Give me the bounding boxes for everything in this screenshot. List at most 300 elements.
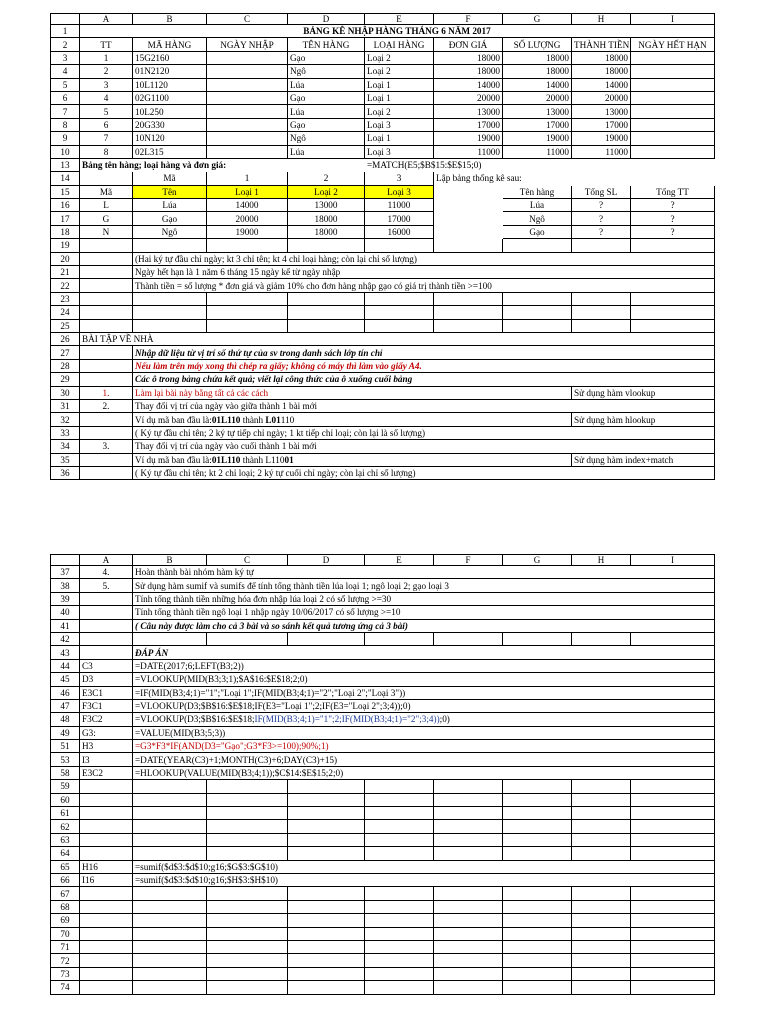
empty-cell[interactable] (288, 940, 365, 953)
empty-cell[interactable] (503, 887, 572, 900)
row-header[interactable]: 32 (51, 413, 80, 426)
empty-cell[interactable] (434, 185, 503, 198)
empty-cell[interactable] (80, 967, 133, 980)
empty-cell[interactable] (133, 820, 207, 833)
method-note[interactable]: Sử dụng hàm hlookup (572, 413, 715, 426)
empty-cell[interactable] (572, 981, 631, 994)
empty-cell[interactable] (365, 306, 434, 319)
row-header[interactable]: 23 (51, 292, 80, 305)
ten-hang-cell[interactable]: Gạo (288, 118, 365, 131)
exercise-text[interactable]: Sử dụng hàm sumif và sumifs để tính tổng thành tiền lúa loại 1; ngô loại 2; gạo loại 3 (133, 579, 715, 592)
column-title[interactable]: NGÀY NHẬP (207, 38, 288, 51)
row-header[interactable]: 65 (51, 860, 80, 873)
so-luong-cell[interactable]: 11000 (503, 145, 572, 158)
empty-cell[interactable] (80, 279, 133, 292)
row-header[interactable]: 42 (51, 632, 80, 645)
row-header[interactable]: 21 (51, 266, 80, 279)
tt-cell[interactable]: 4 (80, 91, 133, 104)
empty-cell[interactable] (80, 847, 133, 860)
empty-cell[interactable] (288, 900, 365, 913)
empty-cell[interactable] (503, 793, 572, 806)
tt-cell[interactable]: 8 (80, 145, 133, 158)
match-formula[interactable]: =MATCH(E5;$B$15:$E$15;0) (367, 160, 482, 171)
formula-text[interactable]: =G3*F3*IF(AND(D3="Gạo";G3*F3>=100);90%;1) (133, 740, 715, 753)
don-gia-cell[interactable]: 18000 (434, 51, 503, 64)
empty-cell[interactable] (288, 914, 365, 927)
empty-cell[interactable] (503, 239, 572, 252)
empty-cell[interactable] (434, 306, 503, 319)
empty-cell[interactable] (80, 940, 133, 953)
empty-cell[interactable] (207, 981, 288, 994)
cell-reference[interactable]: I3 (80, 753, 133, 766)
tt-cell[interactable]: 1 (80, 51, 133, 64)
cell-reference[interactable]: C3 (80, 659, 133, 672)
formula-text[interactable]: =VALUE(MID(B3;5;3)) (133, 726, 715, 739)
empty-cell[interactable] (631, 319, 715, 332)
lookup-cell[interactable]: Loại 2 (288, 185, 365, 198)
stats-cell[interactable]: Gạo (503, 225, 572, 238)
empty-cell[interactable] (207, 780, 288, 793)
empty-cell[interactable] (80, 252, 133, 265)
cell-reference[interactable]: I16 (80, 873, 133, 886)
thanh-tien-cell[interactable]: 20000 (572, 91, 631, 104)
lookup-header[interactable]: 3 (365, 172, 434, 185)
empty-cell[interactable] (572, 319, 631, 332)
item-number[interactable]: 5. (80, 579, 133, 592)
row-header[interactable]: 37 (51, 566, 80, 579)
empty-cell[interactable] (80, 927, 133, 940)
empty-cell[interactable] (288, 780, 365, 793)
exercise-text[interactable]: ĐÁP ÁN (133, 646, 715, 659)
exercise-text[interactable]: Hoàn thành bài nhóm hàm ký tự (133, 566, 715, 579)
empty-cell[interactable] (365, 887, 434, 900)
ngay-nhap-cell[interactable] (207, 132, 288, 145)
empty-cell[interactable] (133, 632, 207, 645)
empty-cell[interactable] (434, 900, 503, 913)
empty-cell[interactable] (365, 820, 434, 833)
empty-cell[interactable] (365, 927, 434, 940)
column-header-h[interactable]: H (572, 14, 631, 25)
item-number[interactable]: 2. (80, 399, 133, 412)
row-header[interactable]: 73 (51, 967, 80, 980)
thanh-tien-cell[interactable]: 18000 (572, 65, 631, 78)
column-title[interactable]: TÊN HÀNG (288, 38, 365, 51)
column-header-e[interactable]: E (365, 14, 434, 25)
stats-header[interactable]: Tổng SL (572, 185, 631, 198)
empty-cell[interactable] (631, 900, 715, 913)
empty-cell[interactable] (631, 632, 715, 645)
empty-cell[interactable] (207, 306, 288, 319)
exercise-text[interactable]: Làm lại bài này bằng tất cả các cách (133, 386, 572, 399)
loai-hang-cell[interactable]: Loại 3 (365, 145, 434, 158)
row-header[interactable]: 40 (51, 606, 80, 619)
empty-cell[interactable] (288, 793, 365, 806)
empty-cell[interactable] (572, 847, 631, 860)
note-text[interactable]: ( Ký tự đầu chỉ tên; 2 ký tự tiếp chỉ ngày; 1 kt tiếp chỉ loại; còn lại là số lượng) (133, 426, 715, 439)
column-header-c[interactable]: C (207, 555, 288, 566)
row-header[interactable]: 4 (51, 65, 80, 78)
empty-cell[interactable] (572, 900, 631, 913)
empty-cell[interactable] (207, 319, 288, 332)
column-header-d[interactable]: D (288, 555, 365, 566)
tt-cell[interactable]: 6 (80, 118, 133, 131)
empty-cell[interactable] (288, 927, 365, 940)
empty-cell[interactable] (288, 632, 365, 645)
column-header-i[interactable]: I (631, 14, 715, 25)
empty-cell[interactable] (631, 927, 715, 940)
empty-cell[interactable] (572, 158, 631, 171)
empty-cell[interactable] (207, 887, 288, 900)
empty-cell[interactable] (133, 306, 207, 319)
empty-cell[interactable] (631, 820, 715, 833)
formula-text[interactable]: =sumif($d$3:$d$10;g16;$H$3:$H$10) (133, 873, 715, 886)
stats-cell[interactable]: Ngô (503, 212, 572, 225)
empty-cell[interactable] (631, 158, 715, 171)
empty-cell[interactable] (572, 954, 631, 967)
formula-text[interactable]: =IF(MID(B3;4;1)="1";"Loại 1";IF(MID(B3;4;1)="2";"Loại 2";"Loại 3")) (133, 686, 715, 699)
lookup-cell[interactable]: Loại 1 (207, 185, 288, 198)
empty-cell[interactable] (80, 592, 133, 605)
row-header[interactable]: 35 (51, 453, 80, 466)
empty-cell[interactable] (133, 793, 207, 806)
don-gia-cell[interactable]: 18000 (434, 65, 503, 78)
empty-cell[interactable] (572, 292, 631, 305)
empty-cell[interactable] (207, 632, 288, 645)
empty-cell[interactable] (288, 807, 365, 820)
row-header[interactable]: 22 (51, 279, 80, 292)
empty-cell[interactable] (631, 780, 715, 793)
empty-cell[interactable] (631, 887, 715, 900)
item-number[interactable]: 3. (80, 440, 133, 453)
row-header[interactable]: 49 (51, 726, 80, 739)
ngay-het-han-cell[interactable] (631, 118, 715, 131)
empty-cell[interactable] (80, 426, 133, 439)
lookup-header[interactable]: 2 (288, 172, 365, 185)
empty-cell[interactable] (80, 646, 133, 659)
column-header-c[interactable]: C (207, 14, 288, 25)
row-header[interactable]: 26 (51, 332, 80, 345)
note-text[interactable]: ( Ký tự đầu chỉ tên; kt 2 chỉ loại; 2 ký tự cuối chỉ ngày; còn lại chỉ số lượng) (133, 466, 715, 479)
empty-cell[interactable] (503, 914, 572, 927)
column-title[interactable]: LOẠI HÀNG (365, 38, 434, 51)
tt-cell[interactable]: 2 (80, 65, 133, 78)
empty-cell[interactable] (133, 292, 207, 305)
row-header[interactable]: 10 (51, 145, 80, 158)
don-gia-cell[interactable]: 20000 (434, 91, 503, 104)
empty-cell[interactable] (572, 914, 631, 927)
ngay-nhap-cell[interactable] (207, 65, 288, 78)
lookup-cell[interactable]: 16000 (365, 225, 434, 238)
empty-cell[interactable] (572, 632, 631, 645)
empty-cell[interactable] (80, 632, 133, 645)
stats-title[interactable]: Lập bảng thống kê sau: (436, 173, 522, 184)
don-gia-cell[interactable]: 11000 (434, 145, 503, 158)
ngay-nhap-cell[interactable] (207, 105, 288, 118)
so-luong-cell[interactable]: 18000 (503, 65, 572, 78)
empty-cell[interactable] (80, 346, 133, 359)
empty-cell[interactable] (80, 833, 133, 846)
empty-cell[interactable] (572, 820, 631, 833)
column-header-d[interactable]: D (288, 14, 365, 25)
empty-cell[interactable] (80, 900, 133, 913)
empty-cell[interactable] (207, 940, 288, 953)
loai-hang-cell[interactable]: Loại 3 (365, 118, 434, 131)
column-header-b[interactable]: B (133, 14, 207, 25)
lookup-cell[interactable]: Lúa (133, 199, 207, 212)
empty-cell[interactable] (503, 780, 572, 793)
corner-cell[interactable] (51, 555, 80, 566)
thanh-tien-cell[interactable]: 17000 (572, 118, 631, 131)
cell-reference[interactable]: H3 (80, 740, 133, 753)
empty-cell[interactable] (133, 927, 207, 940)
empty-cell[interactable] (572, 306, 631, 319)
lookup-cell[interactable]: Loại 3 (365, 185, 434, 198)
empty-cell[interactable] (365, 319, 434, 332)
ngay-het-han-cell[interactable] (631, 91, 715, 104)
column-header-g[interactable]: G (503, 555, 572, 566)
cell-reference[interactable]: F3C2 (80, 713, 133, 726)
row-header[interactable]: 41 (51, 619, 80, 632)
note-text[interactable]: Thành tiền = số lượng * đơn giá và giảm 10% cho đơn hàng nhập gạo có giá trị thành tiền >=100 (133, 279, 715, 292)
formula-text[interactable]: =HLOOKUP(VALUE(MID(B3;4;1));$C$14:$E$15;2;0) (133, 766, 715, 779)
row-header[interactable]: 53 (51, 753, 80, 766)
empty-cell[interactable] (365, 847, 434, 860)
column-header-i[interactable]: I (631, 555, 715, 566)
empty-cell[interactable] (434, 199, 503, 212)
row-header[interactable]: 13 (51, 158, 80, 171)
row-header[interactable]: 6 (51, 91, 80, 104)
method-note[interactable]: Sử dụng hàm index+match (572, 453, 715, 466)
empty-cell[interactable] (365, 914, 434, 927)
row-header[interactable]: 43 (51, 646, 80, 659)
row-header[interactable]: 70 (51, 927, 80, 940)
empty-cell[interactable] (80, 606, 133, 619)
method-note[interactable]: Sử dụng hàm vlookup (572, 386, 715, 399)
row-header[interactable]: 61 (51, 807, 80, 820)
row-header[interactable]: 31 (51, 399, 80, 412)
so-luong-cell[interactable]: 20000 (503, 91, 572, 104)
cell-reference[interactable]: E3C2 (80, 766, 133, 779)
column-title[interactable]: TT (80, 38, 133, 51)
formula-text[interactable]: =VLOOKUP(MID(B3;3;1);$A$16:$E$18;2;0) (133, 673, 715, 686)
ngay-het-han-cell[interactable] (631, 105, 715, 118)
empty-cell[interactable] (133, 954, 207, 967)
row-header[interactable]: 30 (51, 386, 80, 399)
row-header[interactable]: 60 (51, 793, 80, 806)
empty-cell[interactable] (434, 927, 503, 940)
empty-cell[interactable] (434, 954, 503, 967)
ngay-nhap-cell[interactable] (207, 51, 288, 64)
empty-cell[interactable] (503, 292, 572, 305)
column-header-f[interactable]: F (434, 14, 503, 25)
row-header[interactable]: 14 (51, 172, 80, 185)
note-text[interactable]: Ngày hết hạn là 1 năm 6 tháng 15 ngày kể từ ngày nhập (133, 266, 715, 279)
lookup-cell[interactable]: 18000 (288, 212, 365, 225)
don-gia-cell[interactable]: 14000 (434, 78, 503, 91)
column-header-a[interactable]: A (80, 14, 133, 25)
empty-cell[interactable] (434, 820, 503, 833)
column-header-g[interactable]: G (503, 14, 572, 25)
empty-cell[interactable] (503, 306, 572, 319)
empty-cell[interactable] (288, 319, 365, 332)
ngay-nhap-cell[interactable] (207, 78, 288, 91)
formula-text[interactable]: =VLOOKUP(D3;$B$16:$E$18;IF(E3="Loại 1";2;IF(E3="Loại 2";3;4));0) (133, 699, 715, 712)
row-header[interactable]: 18 (51, 225, 80, 238)
tt-cell[interactable]: 5 (80, 105, 133, 118)
empty-cell[interactable] (133, 967, 207, 980)
lookup-cell[interactable]: Gạo (133, 212, 207, 225)
row-header[interactable]: 15 (51, 185, 80, 198)
empty-cell[interactable] (434, 981, 503, 994)
empty-cell[interactable] (80, 619, 133, 632)
empty-cell[interactable] (80, 807, 133, 820)
empty-cell[interactable] (503, 900, 572, 913)
row-header[interactable]: 64 (51, 847, 80, 860)
empty-cell[interactable] (631, 807, 715, 820)
column-title[interactable]: SỐ LƯỢNG (503, 38, 572, 51)
row-header[interactable]: 46 (51, 686, 80, 699)
empty-cell[interactable] (288, 239, 365, 252)
row-header[interactable]: 17 (51, 212, 80, 225)
lookup-cell[interactable]: L (80, 199, 133, 212)
ngay-het-han-cell[interactable] (631, 132, 715, 145)
empty-cell[interactable] (80, 239, 133, 252)
ma-hang-cell[interactable]: 02L315 (133, 145, 207, 158)
ngay-nhap-cell[interactable] (207, 145, 288, 158)
empty-cell[interactable] (434, 212, 503, 225)
formula-text[interactable]: =DATE(2017;6;LEFT(B3;2)) (133, 659, 715, 672)
thanh-tien-cell[interactable]: 14000 (572, 78, 631, 91)
column-header-a[interactable]: A (80, 555, 133, 566)
lookup-cell[interactable]: 18000 (288, 225, 365, 238)
empty-cell[interactable] (572, 887, 631, 900)
stats-header[interactable]: Tên hàng (503, 185, 572, 198)
empty-cell[interactable] (133, 887, 207, 900)
empty-cell[interactable] (572, 967, 631, 980)
row-header[interactable]: 28 (51, 359, 80, 372)
stats-cell[interactable]: ? (572, 225, 631, 238)
stats-header[interactable]: Tổng TT (631, 185, 715, 198)
so-luong-cell[interactable]: 19000 (503, 132, 572, 145)
row-header[interactable]: 48 (51, 713, 80, 726)
column-title[interactable]: NGÀY HẾT HẠN (631, 38, 715, 51)
ngay-nhap-cell[interactable] (207, 91, 288, 104)
empty-cell[interactable] (80, 266, 133, 279)
empty-cell[interactable] (572, 793, 631, 806)
row-header[interactable]: 71 (51, 940, 80, 953)
empty-cell[interactable] (434, 967, 503, 980)
so-luong-cell[interactable]: 14000 (503, 78, 572, 91)
example-text[interactable]: Ví dụ mã ban đầu là:01L110 thành L11001 (133, 453, 572, 466)
formula-text[interactable]: =VLOOKUP(D3;$B$16:$E$18;IF(MID(B3;4;1)="1";2;IF(MID(B3;4;1)="2";3;4));0) (133, 713, 715, 726)
empty-cell[interactable] (631, 306, 715, 319)
row-header[interactable]: 34 (51, 440, 80, 453)
corner-cell[interactable] (51, 14, 80, 25)
empty-cell[interactable] (207, 793, 288, 806)
empty-cell[interactable] (288, 954, 365, 967)
loai-hang-cell[interactable]: Loại 2 (365, 65, 434, 78)
empty-cell[interactable] (503, 833, 572, 846)
empty-cell[interactable] (80, 887, 133, 900)
row-header[interactable]: 51 (51, 740, 80, 753)
empty-cell[interactable] (133, 981, 207, 994)
row-header[interactable]: 69 (51, 914, 80, 927)
empty-cell[interactable] (434, 319, 503, 332)
empty-cell[interactable] (80, 373, 133, 386)
empty-cell[interactable] (288, 306, 365, 319)
row-header[interactable]: 36 (51, 466, 80, 479)
homework-heading[interactable]: BÀI TẬP VỀ NHÀ (80, 332, 715, 345)
empty-cell[interactable] (80, 914, 133, 927)
empty-cell[interactable] (133, 319, 207, 332)
exercise-text[interactable]: Tính tổng thành tiền ngô loại 1 nhập ngày 10/06/2017 có số lượng >=10 (133, 606, 715, 619)
empty-cell[interactable] (365, 900, 434, 913)
cell-reference[interactable]: D3 (80, 673, 133, 686)
row-header[interactable]: 68 (51, 900, 80, 913)
ngay-het-han-cell[interactable] (631, 145, 715, 158)
empty-cell[interactable] (434, 807, 503, 820)
empty-cell[interactable] (288, 292, 365, 305)
empty-cell[interactable] (80, 172, 133, 185)
item-number[interactable]: 1. (80, 386, 133, 399)
empty-cell[interactable] (572, 927, 631, 940)
cell-reference[interactable]: E3C1 (80, 686, 133, 699)
lookup-cell[interactable]: N (80, 225, 133, 238)
row-header[interactable]: 1 (51, 25, 80, 38)
exercise-text[interactable]: Tính tổng thành tiền những hóa đơn nhập lúa loại 2 có số lượng >=30 (133, 592, 715, 605)
empty-cell[interactable] (434, 225, 503, 238)
row-header[interactable]: 25 (51, 319, 80, 332)
homework-note[interactable]: Các ô trong bảng chứa kết quả; viết lại công thức của ô xuống cuối bảng (133, 373, 715, 386)
lookup-cell[interactable]: 19000 (207, 225, 288, 238)
empty-cell[interactable] (133, 914, 207, 927)
empty-cell[interactable] (80, 793, 133, 806)
ten-hang-cell[interactable]: Lúa (288, 145, 365, 158)
empty-cell[interactable] (365, 793, 434, 806)
don-gia-cell[interactable]: 17000 (434, 118, 503, 131)
empty-cell[interactable] (434, 793, 503, 806)
item-number[interactable]: 4. (80, 566, 133, 579)
homework-note[interactable]: Nếu làm trên máy xong thì chép ra giấy; không có máy thì làm vào giấy A4. (133, 359, 715, 372)
ngay-het-han-cell[interactable] (631, 51, 715, 64)
column-title[interactable]: ĐƠN GIÁ (434, 38, 503, 51)
empty-cell[interactable] (631, 793, 715, 806)
empty-cell[interactable] (503, 967, 572, 980)
ngay-het-han-cell[interactable] (631, 78, 715, 91)
lookup-cell[interactable]: Ngô (133, 225, 207, 238)
ten-hang-cell[interactable]: Ngô (288, 65, 365, 78)
loai-hang-cell[interactable]: Loại 2 (365, 51, 434, 64)
row-header[interactable]: 16 (51, 199, 80, 212)
empty-cell[interactable] (365, 239, 434, 252)
tt-cell[interactable]: 7 (80, 132, 133, 145)
ten-hang-cell[interactable]: Ngô (288, 132, 365, 145)
so-luong-cell[interactable]: 17000 (503, 118, 572, 131)
empty-cell[interactable] (80, 981, 133, 994)
empty-cell[interactable] (434, 833, 503, 846)
row-header[interactable]: 62 (51, 820, 80, 833)
homework-note[interactable]: Nhập dữ liệu từ vị trí số thứ tự của sv trong danh sách lớp tín chỉ (133, 346, 715, 359)
empty-cell[interactable] (80, 413, 133, 426)
empty-cell[interactable] (207, 847, 288, 860)
lookup-cell[interactable]: 17000 (365, 212, 434, 225)
empty-cell[interactable] (365, 940, 434, 953)
lookup-cell[interactable]: 20000 (207, 212, 288, 225)
empty-cell[interactable] (365, 780, 434, 793)
empty-cell[interactable] (133, 833, 207, 846)
empty-cell[interactable] (133, 239, 207, 252)
row-header[interactable]: 20 (51, 252, 80, 265)
